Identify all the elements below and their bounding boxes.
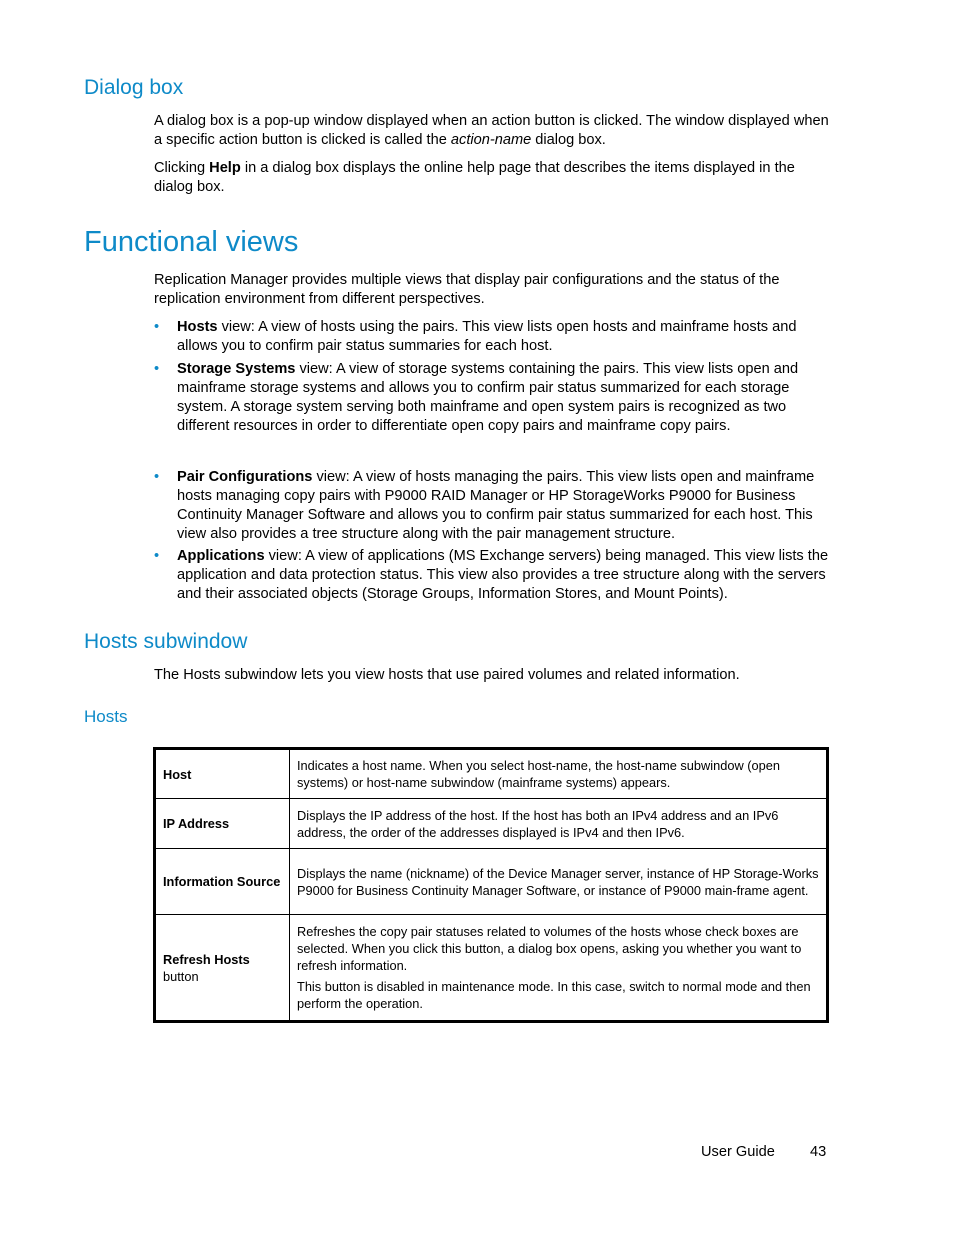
dialog-box-text: dialog box.: [531, 132, 606, 148]
action-name-term: action-name: [450, 132, 532, 148]
bullet-icon: •: [154, 469, 160, 485]
table-row: [155, 749, 828, 799]
table-key-cell: Host: [155, 749, 290, 799]
bullet-term: Pair Configurations: [177, 469, 313, 485]
dialog-box-text: Clicking: [154, 160, 210, 176]
table-key-cell: Information Source: [155, 849, 290, 915]
dialog-box-text: in a dialog box displays the online help page that describes the items displayed in the dialog box.: [154, 160, 795, 195]
hosts-table: [153, 747, 829, 1023]
bullet-text: view: A view of applications (MS Exchange servers) being managed. This view lists the application and data protection status. This view also provides a tree structure along with the servers and their associated objects (Storage Groups, Information Stores, and Mount Points).: [177, 548, 829, 602]
bullet-text: view: A view of hosts managing the pairs. This view lists open and mainframe hosts managing copy pairs with P9000 RAID Manager or HP StorageWorks P9000 for Business Continuity Manager Software and allows you to confirm pair status summarized for each host. This view also provides a tree structure along with the pair management structure.: [177, 469, 815, 542]
table-desc-cell: Displays the name (nickname) of the Device Manager server, instance of HP Storage-Works P9000 for Business Continuity Manager Software, or instance of P9000 main-frame agent.: [290, 849, 828, 915]
functional-views-heading: Functional views: [84, 226, 299, 258]
bullet-icon: •: [154, 319, 160, 335]
dialog-box-paragraph-1: [154, 112, 830, 150]
table-desc-paragraph: Refreshes the copy pair statuses related to volumes of the hosts whose check boxes are selected. When you click this button, a dialog box opens, asking you whether you want to refresh information.: [297, 924, 802, 973]
hosts-heading: Hosts: [84, 707, 128, 726]
dialog-box-paragraph-2: [154, 159, 830, 197]
table-desc-cell: Indicates a host name. When you select host-name, the host-name subwindow (open systems) or host-name subwindow (mainframe systems) appears.: [290, 749, 828, 799]
table-desc-paragraph: This button is disabled in maintenance mode. In this case, switch to normal mode and then perform the operation.: [297, 979, 811, 1011]
bullet-item-hosts: [154, 318, 830, 356]
table-key-cell: IP Address: [155, 799, 290, 849]
bullet-item-applications: [154, 547, 830, 604]
bullet-term: Applications: [177, 548, 265, 564]
help-term: Help: [209, 160, 241, 176]
table-row: [155, 849, 828, 915]
footer-label: User Guide: [701, 1144, 775, 1160]
table-row: [155, 799, 828, 849]
bullet-icon: •: [154, 548, 160, 564]
table-key-cell: [155, 915, 290, 1022]
hosts-subwindow-heading: Hosts subwindow: [84, 630, 248, 653]
table-desc-cell: Displays the IP address of the host. If the host has both an IPv4 address and an IPv6 address, the order of the addresses displayed is IPv4 and then IPv6.: [290, 799, 828, 849]
page-number: 43: [810, 1144, 827, 1160]
bullet-item-storage-systems: [154, 360, 830, 436]
refresh-hosts-term: Refresh Hosts: [163, 951, 250, 967]
bullet-term: Hosts: [177, 319, 218, 335]
bullet-text: view: A view of storage systems containing the pairs. This view lists open and mainframe storage systems and allows you to confirm pair status summarized for each storage system. A storage system serving both mainframe and open system pairs is recognized as two different resources in order to differentiate open copy pairs and mainframe copy pairs.: [177, 361, 799, 434]
bullet-term: Storage Systems: [177, 361, 296, 377]
table-desc-cell: [290, 915, 828, 1022]
bullet-item-pair-configurations: [154, 468, 830, 544]
button-suffix: button: [163, 968, 199, 984]
hosts-subwindow-intro: The Hosts subwindow lets you view hosts that use paired volumes and related information.: [154, 667, 740, 683]
dialog-box-text: A dialog box is a pop-up window displayed when an action button is clicked. The window displayed when a specific action button is clicked is called the: [154, 113, 829, 148]
dialog-box-heading: Dialog box: [84, 76, 184, 99]
functional-views-intro: Replication Manager provides multiple views that display pair configurations and the status of the replication environment from different perspectives.: [154, 272, 780, 307]
table-row: [155, 915, 828, 1022]
bullet-text: view: A view of hosts using the pairs. This view lists open hosts and mainframe hosts and allows you to confirm pair status summaries for each host.: [177, 319, 797, 354]
bullet-icon: •: [154, 361, 160, 377]
